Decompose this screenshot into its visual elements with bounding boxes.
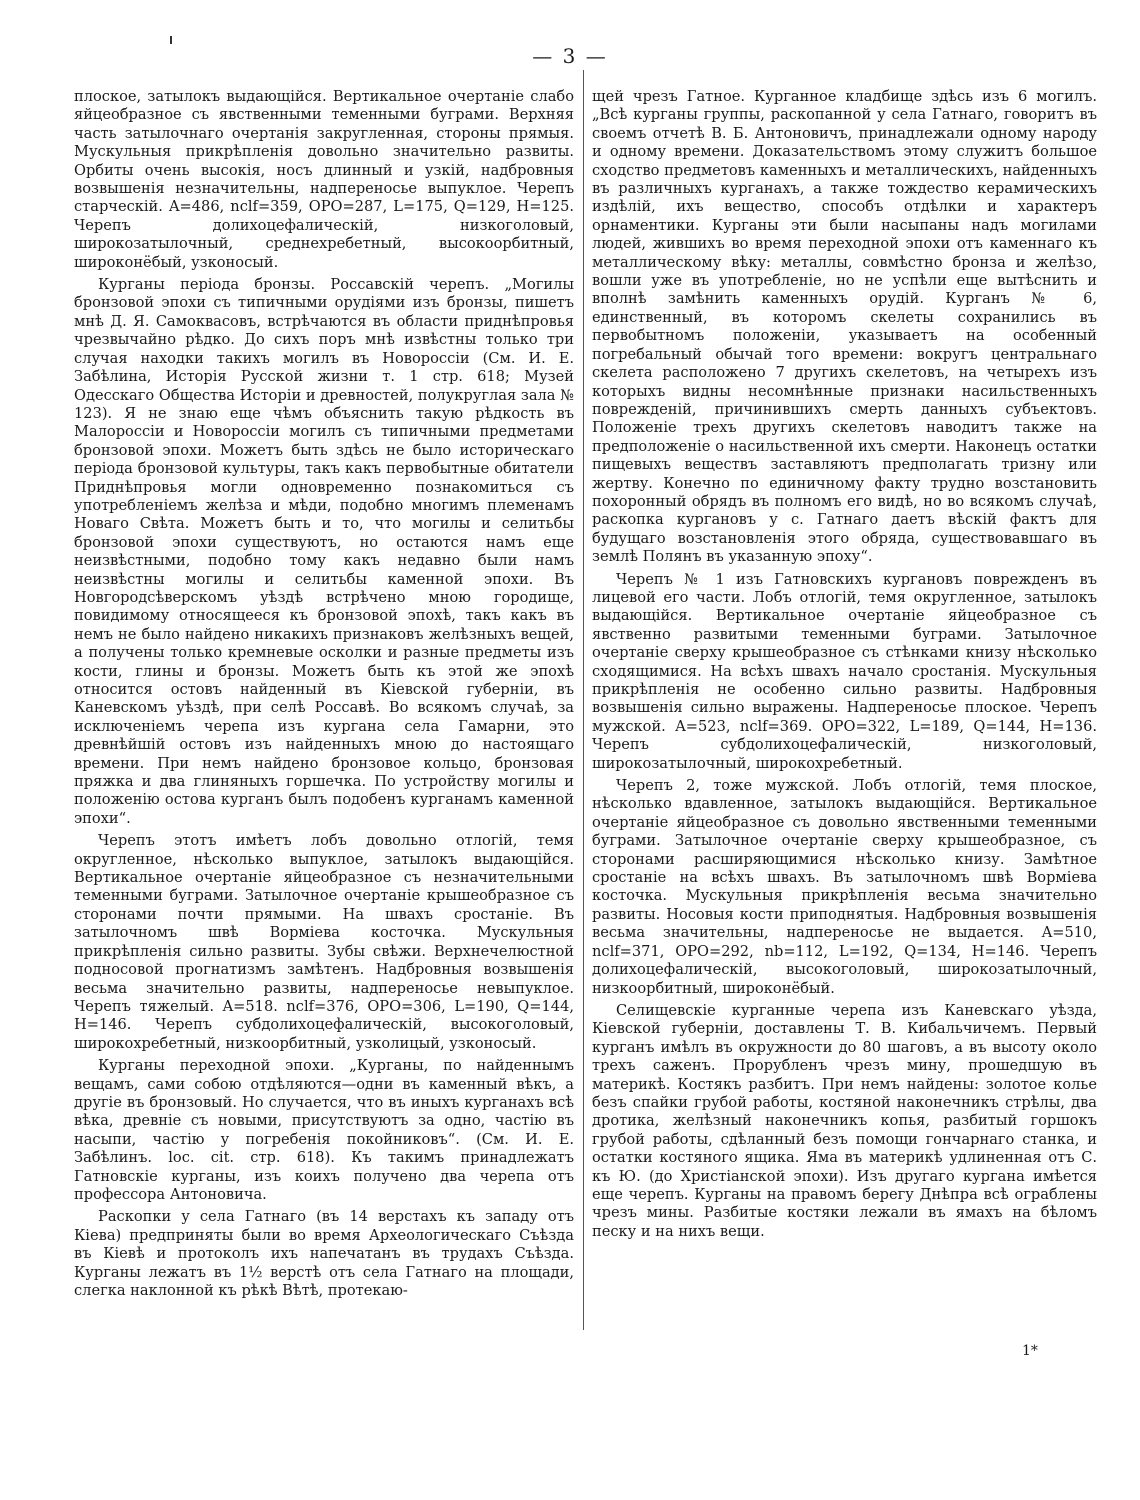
paragraph: щей чрезъ Гатное. Курганное кладбище здѣсь изъ 6 могилъ. „Всѣ курганы группы, раскопанной у села Гатнаго, говоритъ въ своемъ отчетѣ В. Б. Антоновичъ, принадлежали одному народу и одному времени. Доказательствомъ этому служитъ большое сходство предметовъ каменныхъ и металлическихъ, найденныхъ въ различныхъ курганахъ, а также тождество керамическихъ издѣлій, ихъ вещество, способъ отдѣлки и характеръ орнаментики. Курганы эти были насыпаны надъ могилами людей, жившихъ во время переходной эпохи отъ каменнаго къ металлическому вѣку: металлы, совмѣстно бронза и желѣзо, вошли уже въ употребленіе, но не успѣли еще вытѣснить и вполнѣ замѣнить каменныхъ орудій. Курганъ № 6, единственный, въ которомъ скелеты сохранились въ первобытномъ положеніи, указываетъ на особенный погребальный обычай того времени: вокругъ центральнаго скелета расположено 7 другихъ скелетовъ, на четырехъ изъ которыхъ видны несомнѣнные признаки насильственныхъ поврежденій, причинившихъ смерть данныхъ субъектовъ. Положеніе трехъ другихъ скелетовъ наводитъ также на предположеніе о насильственной ихъ смерти. Наконецъ остатки пищевыхъ веществъ заставляютъ предполагать тризну или жертву. Конечно по единичному факту трудно возстановить похоронный обрядъ въ полномъ его видѣ, но во всякомъ случаѣ, раскопка кургановъ у с. Гатнаго даетъ вѣскій фактъ для будущаго возстановленія этого обряда, существовавшаго въ землѣ Полянъ въ указанную эпоху“. bbox=[592, 88, 1097, 566]
paragraph: Черепъ этотъ имѣетъ лобъ довольно отлогій, темя округленное, нѣсколько выпуклое, затылокъ выдающійся. Вертикальное очертаніе яйцеобразное съ незначительными теменными буграми. Затылочное очертаніе крышеобразное съ сторонами почти прямыми. На швахъ сростаніе. Въ затылочномъ швѣ Ворміева косточка. Мускульныя прикрѣпленія сильно развиты. Зубы свѣжи. Верхнечелюстной подносовой прогнатизмъ замѣтенъ. Надбровныя возвышенія весьма значительно развиты, надпереносье невыпуклое. Черепъ тяжелый. A=518. nclf=376, OPO=306, L=190, Q=144, H=146. Черепъ субдолихоцефалическій, высокоголовый, широкохребетный, низкоорбитный, узколицый, узконосый. bbox=[74, 832, 574, 1052]
signature-mark: 1* bbox=[1022, 1343, 1038, 1359]
paragraph-skull-2: Черепъ 2, тоже мужской. Лобъ отлогій, темя плоское, нѣсколько вдавленное, затылокъ выдающійся. Вертикальное очертаніе яйцеобразное съ довольно явственными теменными буграми. Затылочное очертаніе сверху крышеобразное, съ сторонами расширяющимися нѣсколько книзу. Замѣтное сростаніе на всѣхъ швахъ. Въ затылочномъ швѣ Ворміева косточка. Мускульныя прикрѣпленія весьма значительно развиты. Носовыя кости приподнятыя. Надбровныя возвышенія весьма значительны, надпереносье не выдается. A=510, nclf=371, OPO=292, nb=112, L=192, Q=134, H=146. Черепъ долихоцефалическій, высокоголовый, широкозатылочный, низкоорбитный, широконёбый. bbox=[592, 777, 1097, 997]
paragraph: плоское, затылокъ выдающійся. Вертикальное очертаніе слабо яйцеобразное съ явственными теменными буграми. Верхняя часть затылочнаго очертанія закругленная, стороны прямыя. Мускульныя прикрѣпленія довольно значительно развиты. Орбиты очень высокія, носъ длинный и узкій, надбровныя возвышенія незначительны, надпереносье выпуклое. Черепъ старческій. A=486, nclf=359, OPO=287, L=175, Q=129, H=125. Черепъ долихоцефалическій, низкоголовый, широкозатылочный, среднехребетный, высокоорбитный, широконёбый, узконосый. bbox=[74, 88, 574, 271]
print-mark bbox=[170, 36, 172, 44]
right-column bbox=[592, 88, 1097, 1245]
paragraph-selishchev: Селищевскіе курганные черепа изъ Каневскаго уѣзда, Кіевской губерніи, доставлены Т. В. Кибальчичемъ. Первый курганъ имѣлъ въ окружности до 80 шаговъ, а въ высоту около трехъ саженъ. Прорубленъ чрезъ мину, прошедшую въ материкѣ. Костякъ разбитъ. При немъ найдены: золотое колье безъ спайки грубой работы, костяной наконечникъ стрѣлы, два дротика, желѣзный наконечникъ копья, разбитый горшокъ грубой работы, сдѣланный безъ помощи гончарнаго станка, и остатки костяного ящика. Яма въ материкѣ удлиненная отъ С. къ Ю. (до Христіанской эпохи). Изъ другаго кургана имѣется еще черепъ. Курганы на правомъ берегу Днѣпра всѣ ограблены чрезъ мины. Разбитые костяки лежали въ ямахъ на бѣломъ песку и на нихъ вещи. bbox=[592, 1001, 1097, 1240]
paragraph: Раскопки у села Гатнаго (въ 14 верстахъ къ западу отъ Кіева) предприняты были во время Археологическаго Съѣзда въ Кіевѣ и протоколъ ихъ напечатанъ въ трудахъ Съѣзда. Курганы лежатъ въ 1½ верстѣ отъ села Гатнаго на площади, слегка наклонной къ рѣкѣ Вѣтѣ, протекаю- bbox=[74, 1208, 574, 1299]
column-divider bbox=[583, 70, 584, 1330]
page-number: — 3 — bbox=[532, 44, 608, 68]
paragraph-bronze-period: Курганы періода бронзы. Россавскій черепъ. „Могилы бронзовой эпохи съ типичными орудіями изъ бронзы, пишетъ мнѣ Д. Я. Самоквасовъ, встрѣчаются въ области приднѣпровья чрезвычайно рѣдко. До сихъ поръ мнѣ извѣстны только три случая находки такихъ могилъ въ Новороссіи (См. И. Е. Забѣлина, Исторія Русской жизни т. 1 стр. 618; Музей Одесскаго Общества Исторіи и древностей, полукруглая зала № 123). Я не знаю еще чѣмъ объяснить такую рѣдкость въ Малороссіи и Новороссіи могилъ съ типичными предметами бронзовой эпохи. Можетъ быть здѣсь не было историческаго періода бронзовой культуры, такъ какъ первобытные обитатели Приднѣпровья могли одновременно познакомиться съ употребленіемъ желѣза и мѣди, подобно многимъ племенамъ Новаго Свѣта. Можетъ быть и то, что могилы и селитьбы бронзовой эпохи существуютъ, но остаются намъ еще неизвѣстными, подобно тому какъ недавно были намъ неизвѣстны могилы и селитьбы каменной эпохи. Въ Новгородсѣверскомъ уѣздѣ встрѣчено мною городище, повидимому относящееся къ бронзовой эпохѣ, такъ какъ въ немъ не было найдено никакихъ признаковъ желѣзныхъ вещей, а получены только кремневые осколки и разные предметы изъ кости, глины и бронзы. Можетъ быть къ этой же эпохѣ относится остовъ найденный въ Кіевской губерніи, въ Каневскомъ уѣздѣ, при селѣ Россавѣ. Во всякомъ случаѣ, за исключеніемъ черепа изъ кургана села Гамарни, это древнѣйшій остовъ изъ найденныхъ мною до настоящаго времени. При немъ найдено бронзовое кольцо, бронзовая пряжка и два глиняныхъ горшечка. По устройству могилы и положенію остова курганъ былъ подобенъ курганамъ каменной эпохи“. bbox=[74, 276, 574, 827]
left-column bbox=[74, 88, 574, 1304]
paragraph-skull-1: Черепъ № 1 изъ Гатновскихъ кургановъ поврежденъ въ лицевой его части. Лобъ отлогій, темя округленное, затылокъ выдающійся. Вертикальное очертаніе яйцеобразное съ явственно развитыми теменными буграми. Затылочное очертаніе сверху крышеобразное съ стѣнками книзу нѣсколько сходящимися. На всѣхъ швахъ начало сростанія. Мускульныя прикрѣпленія не особенно сильно развиты. Надбровныя возвышенія сильно выражены. Надпереносье плоское. Черепъ мужской. A=523, nclf=369. OPO=322, L=189, Q=144, H=136. Черепъ субдолихоцефалическій, низкоголовый, широкозатылочный, широкохребетный. bbox=[592, 570, 1097, 772]
paragraph-transition-period: Курганы переходной эпохи. „Курганы, по найденнымъ вещамъ, сами собою отдѣляются—одни въ каменный вѣкъ, а другіе въ бронзовый. Но случается, что въ иныхъ курганахъ всѣ вѣка, древніе съ новыми, присутствуютъ за одно, частію въ насыпи, частію у погребенія покойниковъ“. (См. И. Е. Забѣлинъ. loc. cit. стр. 618). Къ такимъ принадлежатъ Гатновскіе курганы, изъ коихъ получено два черепа отъ профессора Антоновича. bbox=[74, 1057, 574, 1203]
